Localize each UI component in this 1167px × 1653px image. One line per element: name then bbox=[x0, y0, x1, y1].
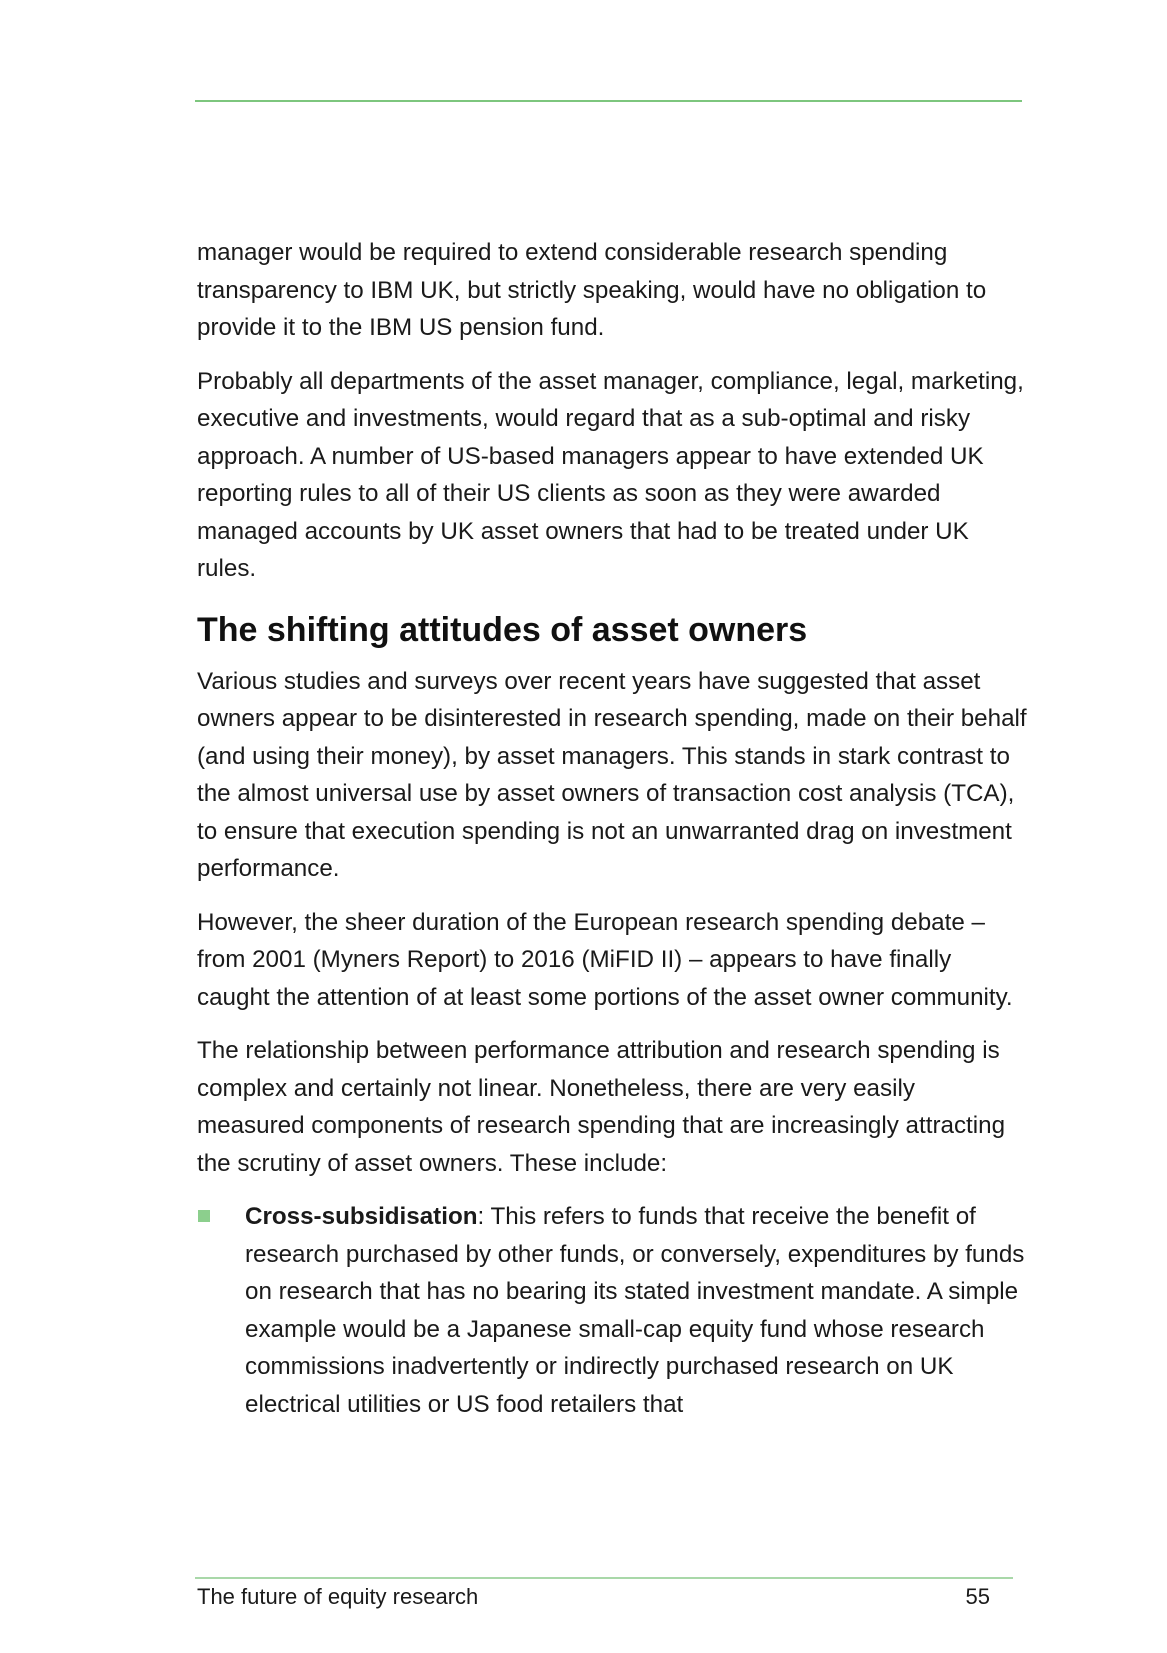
section-heading: The shifting attitudes of asset owners bbox=[197, 610, 808, 649]
footer-title: The future of equity research bbox=[197, 1584, 479, 1609]
bullet-list bbox=[197, 1198, 1027, 1423]
page-body bbox=[197, 234, 1027, 1423]
page-number: 55 bbox=[965, 1584, 990, 1609]
body-paragraph: The relationship between performance attribution and research spending is complex and certainly not linear. Nonetheless, there are very easily measured components of research spending that are increasingly attracting the scrutiny of asset owners. These include: bbox=[197, 1037, 1006, 1177]
bullet-item bbox=[197, 1198, 1027, 1423]
body-paragraph: However, the sheer duration of the European research spending debate – from 2001 (Myners Report) to 2016 (MiFID II) – appears to have finally caught the attention of at least some portions of the asset owner community. bbox=[197, 908, 1013, 1011]
body-paragraph: manager would be required to extend considerable research spending transparency to IBM UK, but strictly speaking, would have no obligation to provide it to the IBM US pension fund. bbox=[197, 239, 987, 341]
bullet-text: : This refers to funds that receive the benefit of research purchased by other funds, or conversely, expenditures by funds on research that has no bearing its stated investment mandate. A simple example would be a Japanese small-cap equity fund whose research commissions inadvertently or indirectly purchased research on UK electrical utilities or US food retailers that bbox=[245, 1203, 1025, 1418]
footer-divider bbox=[195, 1577, 1013, 1579]
body-paragraph: Various studies and surveys over recent years have suggested that asset owners appear to be disinterested in research spending, made on their behalf (and using their money), by asset managers. This stands in stark contrast to the almost universal use by asset owners of transaction cost analysis (TCA), to ensure that execution spending is not an unwarranted drag on investment performance. bbox=[197, 667, 1027, 882]
square-bullet-icon bbox=[198, 1210, 210, 1222]
bullet-term: Cross-subsidisation bbox=[245, 1203, 478, 1230]
body-paragraph: Probably all departments of the asset manager, compliance, legal, marketing, executive and investments, would regard that as a sub-optimal and risky approach. A number of US-based managers appear to have extended UK reporting rules to all of their US clients as soon as they were awarded managed accounts by UK asset owners that had to be treated under UK rules. bbox=[197, 367, 1024, 582]
header-divider bbox=[195, 100, 1022, 102]
